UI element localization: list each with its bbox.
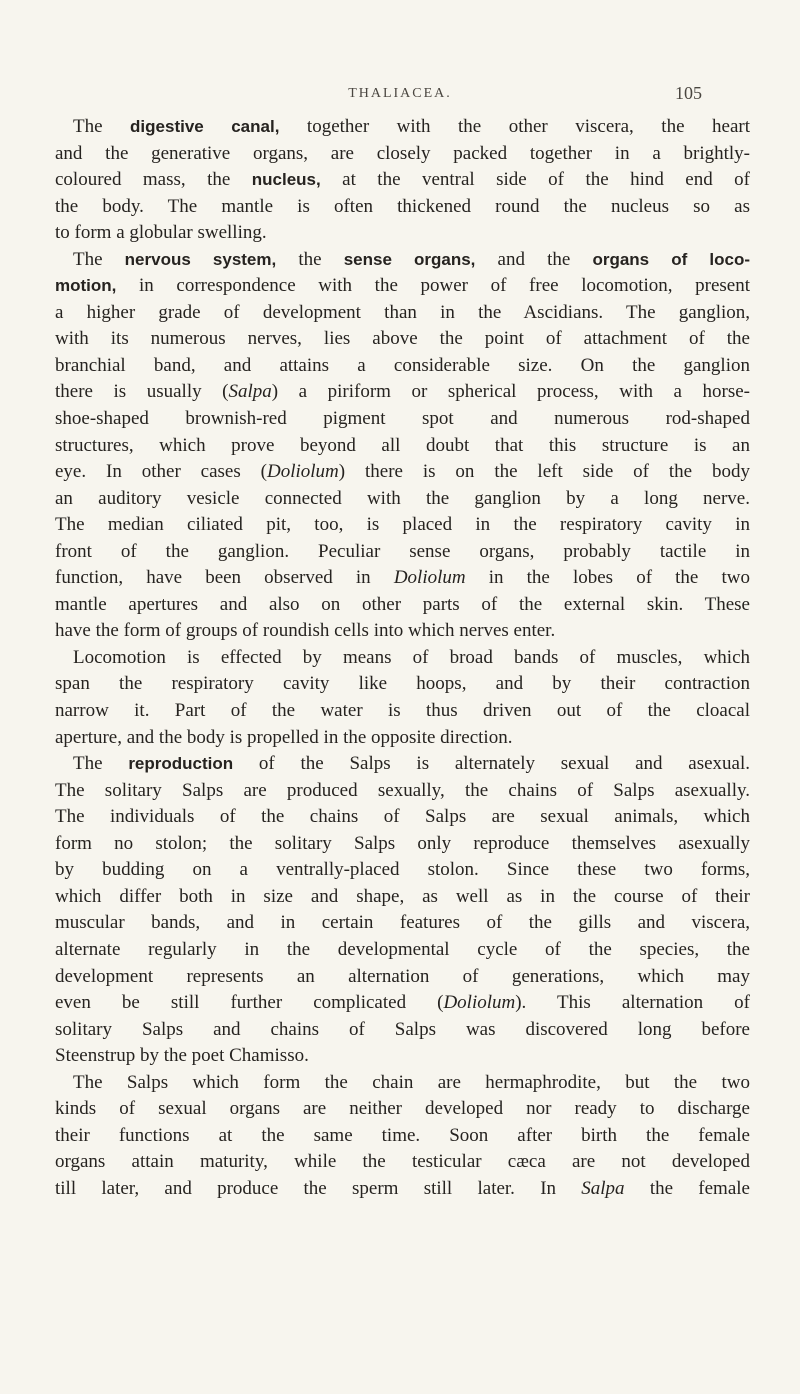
running-title: THALIACEA.	[348, 86, 452, 101]
text-run: together with the other viscera, the heart	[279, 116, 750, 137]
bold-term: digestive canal,	[130, 117, 280, 136]
text-line	[55, 884, 750, 911]
italic-term: Doliolum	[443, 992, 516, 1014]
text-run: eye. In other cases (	[55, 461, 267, 483]
body-text	[55, 114, 750, 1202]
text-run: organs attain maturity, while the testicular cæca are not developed	[55, 1151, 750, 1173]
text-line	[55, 1043, 750, 1070]
text-run: structures, which prove beyond all doubt that this structure is an	[55, 434, 750, 456]
text-run: alternate regularly in the developmental cycle of the species, the	[55, 938, 750, 960]
text-run: ) there is on the left side of the body	[338, 461, 750, 483]
text-line	[55, 220, 750, 247]
text-run: the female	[624, 1177, 750, 1199]
text-run: The	[73, 116, 131, 137]
text-line	[55, 778, 750, 805]
text-run: development represents an alternation of generations, which may	[55, 965, 750, 987]
text-run: till later, and produce the sperm still later. In	[55, 1177, 582, 1199]
text-run: in correspondence with the power of free locomotion, present	[116, 275, 750, 297]
text-line	[55, 539, 750, 566]
italic-term: Doliolum	[393, 567, 466, 589]
bold-term: reproduction	[128, 754, 234, 774]
bold-term: organs of loco-	[592, 249, 750, 269]
text-run: their functions at the same time. Soon after birth the female	[55, 1124, 750, 1146]
text-run: The	[73, 248, 125, 270]
text-line	[55, 486, 750, 513]
bold-term: nucleus,	[251, 170, 321, 190]
text-line	[55, 114, 750, 141]
text-run: the body. The mantle is often thickened round the nucleus so as	[55, 195, 750, 217]
italic-term: Salpa	[228, 381, 272, 403]
italic-term: Salpa	[581, 1177, 625, 1199]
text-run: front of the ganglion. Peculiar sense organs, probably tactile in	[55, 540, 750, 562]
text-run: by budding on a ventrally-placed stolon. Since these two forms,	[55, 859, 750, 881]
text-run: shoe-shaped brownish-red pigment spot and numerous rod-shaped	[55, 408, 750, 430]
text-line	[55, 645, 750, 672]
text-run: even be still further complicated (	[55, 992, 444, 1014]
text-run: and the generative organs, are closely packed together in a brightly-	[55, 142, 750, 164]
text-line	[55, 751, 750, 778]
text-run: Steenstrup by the poet Chamisso.	[55, 1045, 309, 1067]
text-line	[55, 167, 750, 194]
text-run: The median ciliated pit, too, is placed in the respiratory cavity in	[55, 514, 750, 536]
text-line	[55, 857, 750, 884]
text-run: an auditory vesicle connected with the ganglion by a long nerve.	[55, 487, 750, 509]
bold-term: sense organs,	[343, 249, 476, 269]
text-line	[55, 964, 750, 991]
bold-term: motion,	[55, 276, 117, 296]
text-run: Locomotion is effected by means of broad bands of muscles, which	[73, 646, 750, 668]
text-run: at the ventral side of the hind end of	[320, 169, 750, 191]
text-run: The solitary Salps are produced sexually, the chains of Salps asexually.	[55, 779, 750, 801]
text-run: kinds of sexual organs are neither developed nor ready to discharge	[55, 1098, 750, 1120]
text-run: The	[73, 753, 129, 775]
text-run: the	[276, 248, 344, 270]
text-run: muscular bands, and in certain features of the gills and viscera,	[55, 912, 750, 934]
text-line	[55, 512, 750, 539]
text-line	[55, 910, 750, 937]
text-line	[55, 671, 750, 698]
text-run: branchial band, and attains a considerable size. On the ganglion	[55, 354, 750, 376]
text-line	[55, 990, 750, 1017]
text-run: to form a globular swelling.	[55, 222, 267, 244]
text-run: which differ both in size and shape, as well as in the course of their	[55, 885, 750, 907]
text-run: The Salps which form the chain are hermaphrodite, but the two	[73, 1071, 750, 1093]
text-line	[55, 937, 750, 964]
bold-term: nervous system,	[124, 249, 277, 269]
text-line	[55, 379, 750, 406]
text-line	[55, 326, 750, 353]
text-run: with its numerous nerves, lies above the point of attachment of the	[55, 328, 750, 350]
text-run: and the	[475, 248, 593, 270]
italic-term: Doliolum	[266, 461, 339, 483]
text-run: narrow it. Part of the water is thus driven out of the cloacal	[55, 700, 750, 722]
text-run: of the Salps is alternately sexual and asexual.	[233, 753, 750, 775]
text-line	[55, 353, 750, 380]
text-line	[55, 194, 750, 221]
text-line	[55, 1096, 750, 1123]
text-line	[55, 1070, 750, 1097]
text-line	[55, 1123, 750, 1150]
text-run: solitary Salps and chains of Salps was discovered long before	[55, 1018, 750, 1040]
text-line	[55, 273, 750, 300]
text-run: span the respiratory cavity like hoops, and by their contraction	[55, 673, 750, 695]
text-line	[55, 1017, 750, 1044]
text-run: in the lobes of the two	[465, 567, 750, 589]
text-line	[55, 698, 750, 725]
text-run: have the form of groups of roundish cells into which nerves enter.	[55, 620, 556, 642]
text-line	[55, 725, 750, 752]
text-run: coloured mass, the	[55, 169, 252, 191]
text-line	[55, 565, 750, 592]
running-head	[0, 83, 800, 110]
text-line	[55, 1149, 750, 1176]
text-run: aperture, and the body is propelled in the opposite direction.	[55, 726, 513, 748]
text-run: form no stolon; the solitary Salps only reproduce themselves asexually	[55, 832, 750, 854]
text-line	[55, 831, 750, 858]
text-line	[55, 804, 750, 831]
text-run: The individuals of the chains of Salps are sexual animals, which	[55, 806, 750, 828]
text-run: a higher grade of development than in the Ascidians. The ganglion,	[55, 301, 750, 323]
text-run: there is usually (	[55, 381, 229, 403]
text-run: mantle apertures and also on other parts of the external skin. These	[55, 593, 750, 615]
text-run: function, have been observed in	[55, 567, 394, 589]
text-run: ) a piriform or spherical process, with a horse-	[271, 381, 750, 403]
text-line	[55, 592, 750, 619]
text-line	[55, 459, 750, 486]
text-line	[55, 406, 750, 433]
page-number: 105	[675, 83, 702, 103]
text-line	[55, 433, 750, 460]
text-run: ). This alternation of	[515, 992, 750, 1014]
text-line	[55, 247, 750, 274]
text-line	[55, 141, 750, 168]
text-line	[55, 1176, 750, 1203]
text-line	[55, 618, 750, 645]
text-line	[55, 300, 750, 327]
